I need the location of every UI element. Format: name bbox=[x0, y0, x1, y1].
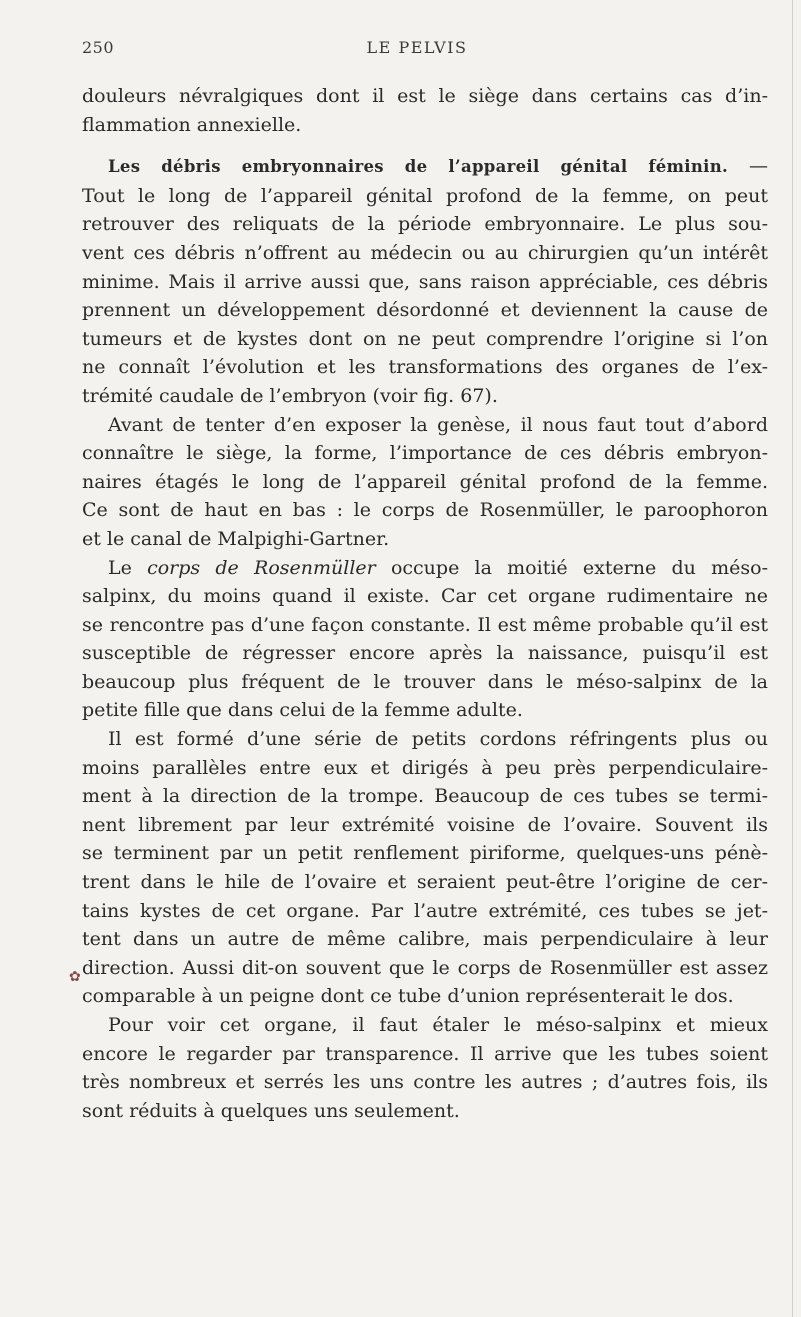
text-line: flammation annexielle. bbox=[82, 113, 302, 136]
paragraph-1 bbox=[82, 82, 768, 139]
text-line: prennent un développement désordonné et deviennent la cause de bbox=[82, 299, 768, 322]
page-body bbox=[82, 82, 768, 1125]
text-line: tains kystes de cet organe. Par l’autre extrémité, ces tubes se jet- bbox=[82, 899, 768, 922]
text-line: retrouver des reliquats de la période embryonnaire. Le plus sou- bbox=[82, 213, 768, 236]
italic-term: corps de Rosenmüller bbox=[147, 556, 376, 579]
text-line: comparable à un peigne dont ce tube d’union représenterait le dos. bbox=[82, 985, 734, 1008]
ink-stain-mark: ✿ bbox=[69, 969, 81, 985]
text-line: direction. Aussi dit-on souvent que le corps de Rosenmüller est assez bbox=[82, 956, 768, 979]
text-line: salpinx, du moins quand il existe. Car cet organe rudimentaire ne bbox=[82, 585, 768, 608]
text-line: nent librement par leur extrémité voisine de l’ovaire. Souvent ils bbox=[82, 813, 768, 836]
text-line: se rencontre pas d’une façon constante. Il est même probable qu’il est bbox=[82, 613, 768, 636]
text-line: Avant de tenter d’en exposer la genèse, il nous faut tout d’abord bbox=[108, 413, 768, 436]
paragraph-3 bbox=[82, 411, 768, 554]
text-line: Pour voir cet organe, il faut étaler le méso-salpinx et mieux bbox=[108, 1014, 768, 1036]
text-line: susceptible de régresser encore après la naissance, puisqu’il est bbox=[82, 642, 768, 665]
text-line bbox=[82, 554, 768, 583]
text-line: se terminent par un petit renflement piriforme, quelques-uns pénè- bbox=[82, 842, 768, 865]
page-edge-line bbox=[792, 0, 793, 1317]
paragraph-4 bbox=[82, 554, 768, 726]
text-line: sont réduits à quelques uns seulement. bbox=[82, 1099, 460, 1122]
text-line: Il est formé d’une série de petits cordons réfringents plus ou bbox=[108, 728, 768, 751]
section-heading: Les débris embryonnaires de l’appareil génital féminin. bbox=[108, 157, 729, 177]
text-line: vent ces débris n’offrent au médecin ou au chirurgien qu’un intérêt bbox=[82, 241, 768, 264]
heading-dash: — bbox=[728, 155, 768, 178]
text-line: ment à la direction de la trompe. Beaucoup de ces tubes se termi- bbox=[82, 785, 768, 808]
text-line: beaucoup plus fréquent de le trouver dans le méso-salpinx de la bbox=[82, 670, 768, 693]
text-line: petite fille que dans celui de la femme adulte. bbox=[82, 699, 523, 722]
text-line: très nombreux et serrés les uns contre les autres ; d’autres fois, ils bbox=[82, 1071, 768, 1094]
text-line: connaître le siège, la forme, l’importance de ces débris embryon- bbox=[82, 442, 768, 465]
text-line: trémité caudale de l’embryon (voir fig. 67). bbox=[82, 384, 498, 407]
section-heading-line bbox=[82, 152, 768, 182]
paragraph-6 bbox=[82, 1011, 768, 1125]
page-number: 250 bbox=[82, 38, 115, 57]
text-line: encore le regarder par transparence. Il arrive que les tubes soient bbox=[82, 1042, 768, 1065]
text-line: ne connaît l’évolution et les transformations des organes de l’ex- bbox=[82, 356, 768, 379]
text-line: Ce sont de haut en bas : le corps de Rosenmüller, le paroophoron bbox=[82, 499, 768, 522]
text-line: et le canal de Malpighi-Gartner. bbox=[82, 527, 390, 550]
running-title: LE PELVIS bbox=[366, 38, 468, 57]
text-line: tent dans un autre de même calibre, mais perpendiculaire à leur bbox=[82, 928, 768, 951]
text-run: Le bbox=[108, 556, 148, 579]
page-header bbox=[82, 38, 752, 62]
text-line: moins parallèles entre eux et dirigés à peu près perpendiculaire- bbox=[82, 756, 768, 779]
text-line: naires étagés le long de l’appareil génital profond de la femme. bbox=[82, 470, 768, 493]
paragraph-2 bbox=[82, 152, 768, 410]
text-line: trent dans le hile de l’ovaire et seraient peut-être l’origine de cer- bbox=[82, 871, 768, 894]
paragraph-5 bbox=[82, 725, 768, 1011]
text-line: tumeurs et de kystes dont on ne peut comprendre l’origine si l’on bbox=[82, 327, 768, 350]
text-run: occupe la moitié externe du méso- bbox=[375, 556, 768, 579]
text-line: douleurs névralgiques dont il est le siège dans certains cas d’in- bbox=[82, 85, 768, 107]
text-line: minime. Mais il arrive aussi que, sans raison appréciable, ces débris bbox=[82, 270, 768, 293]
text-line: Tout le long de l’appareil génital profond de la femme, on peut bbox=[82, 184, 768, 207]
